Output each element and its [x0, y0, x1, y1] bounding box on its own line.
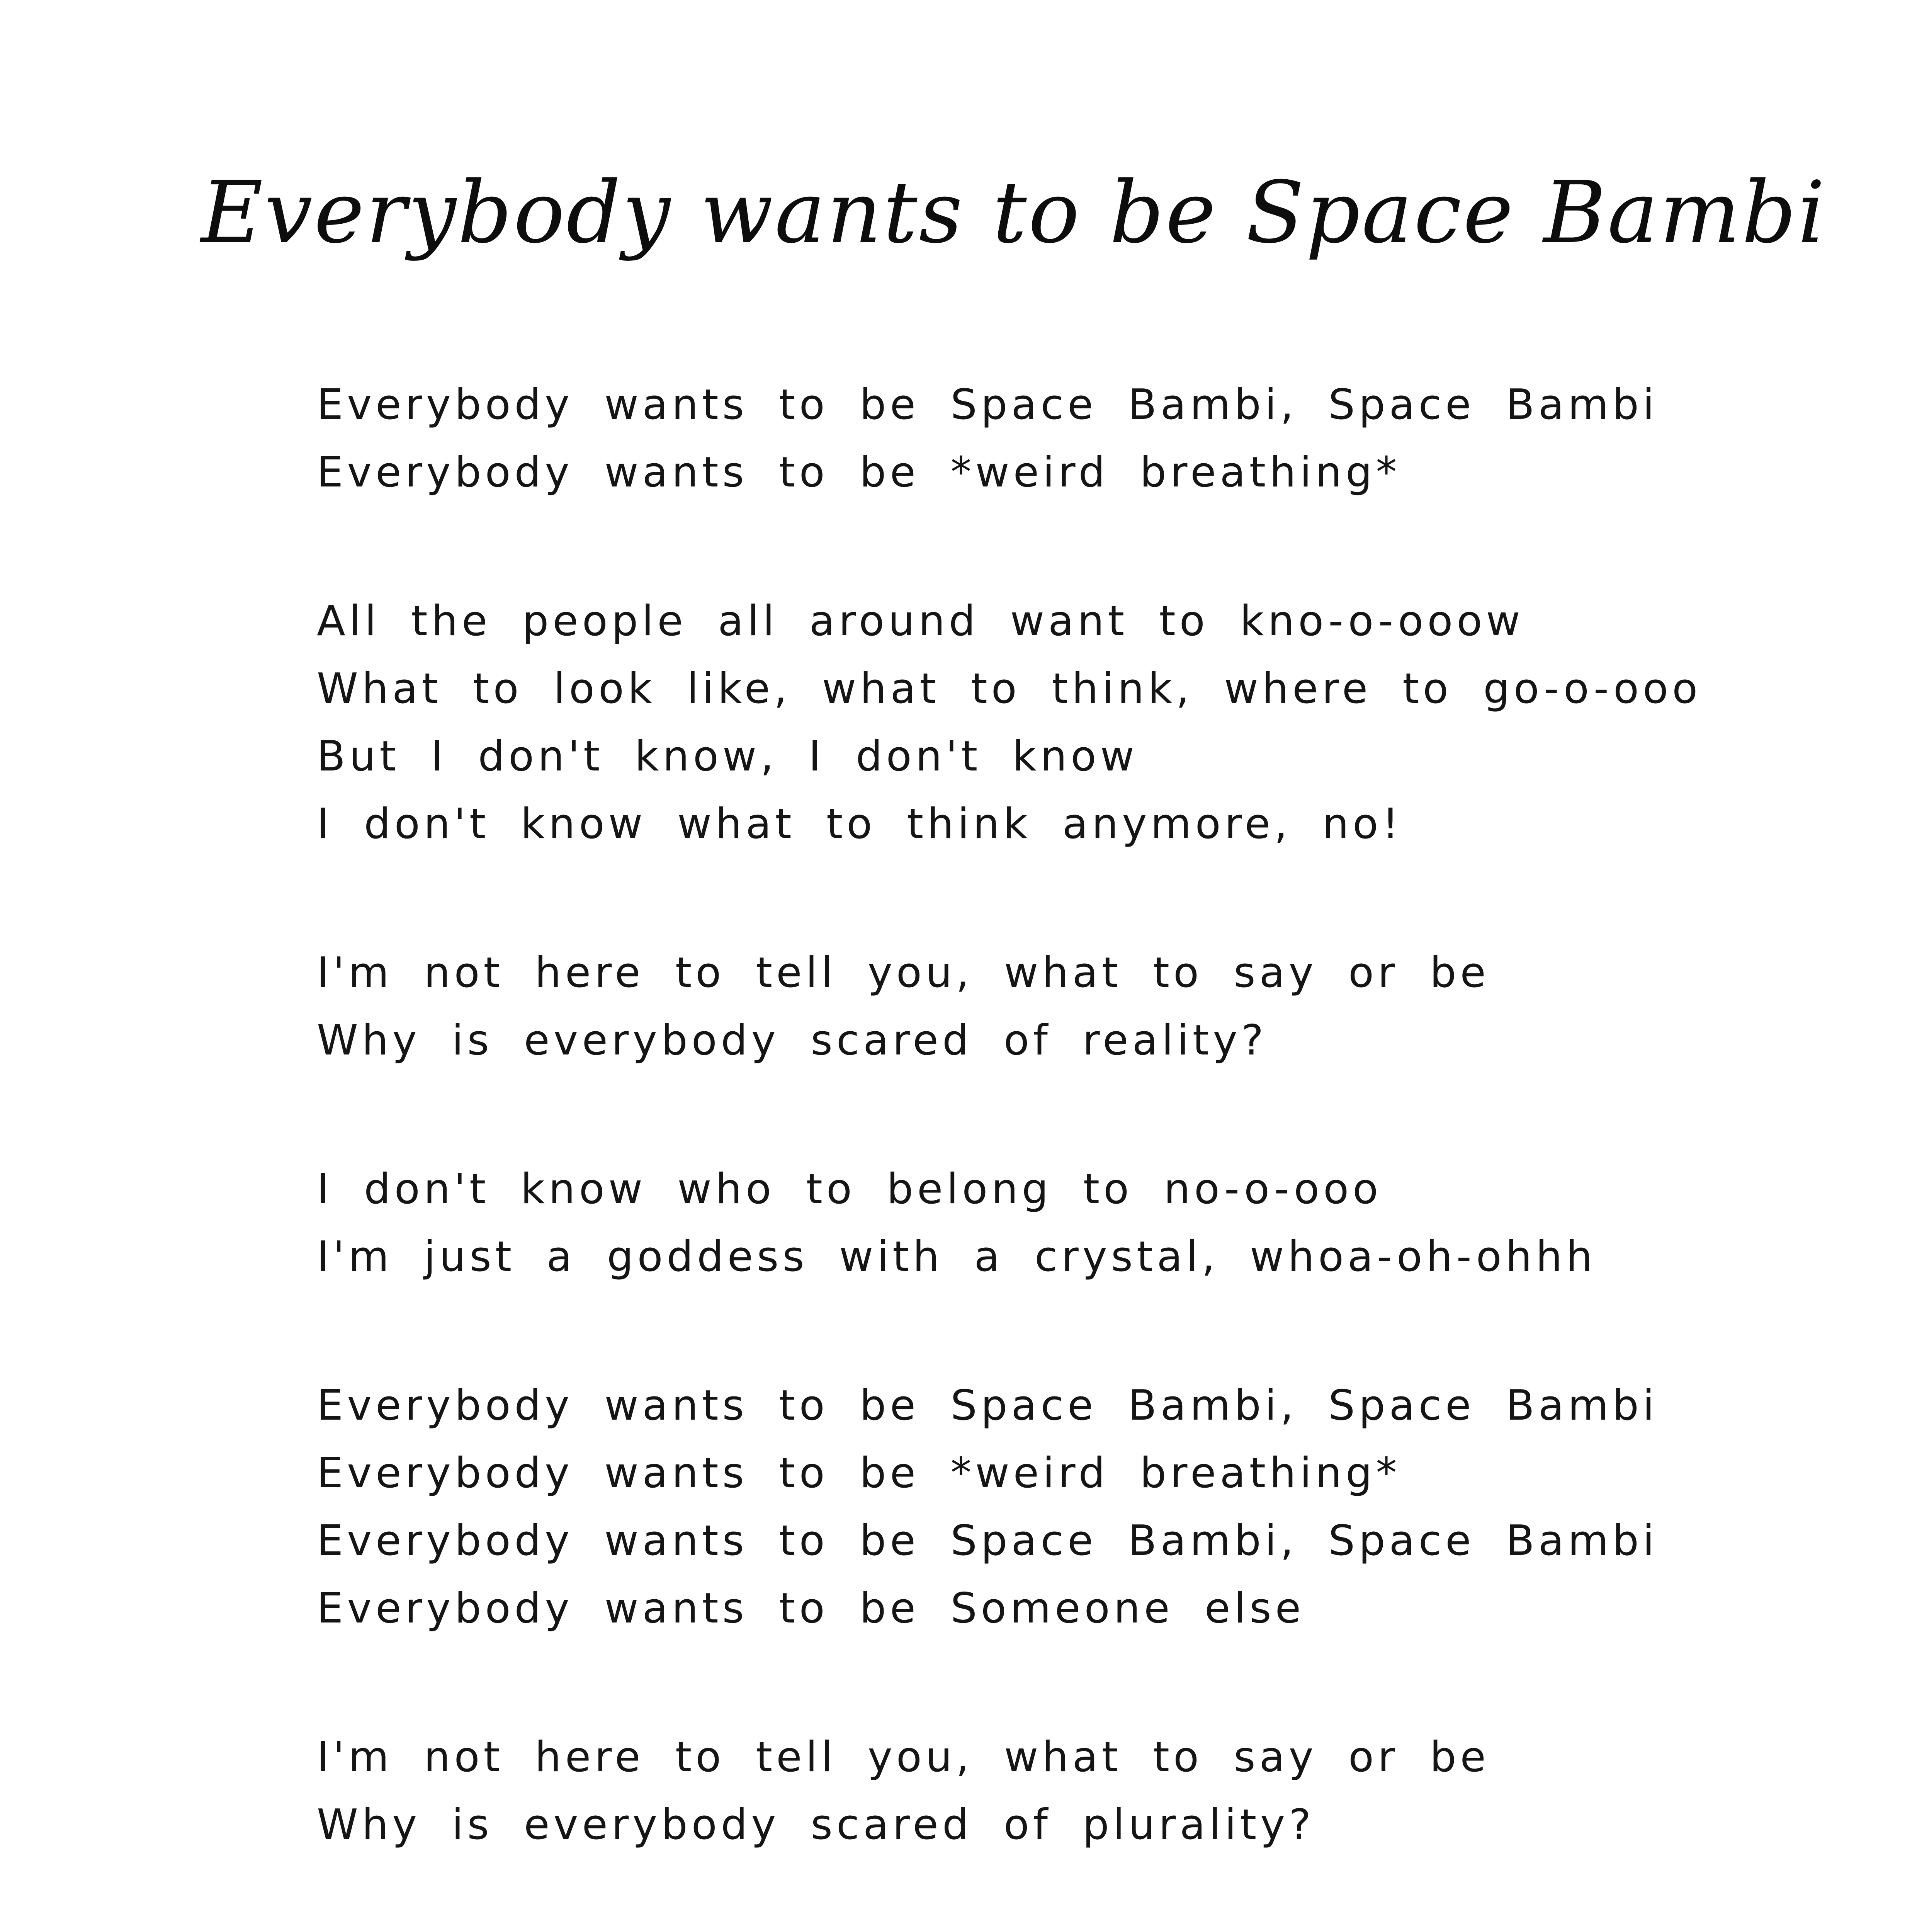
lyric-line: But I don't know, I don't know: [317, 732, 1138, 781]
lyric-line: Everybody wants to be Space Bambi, Space Bambi: [317, 1517, 1658, 1565]
stanza: [317, 1723, 1824, 1859]
lyrics-body: [317, 371, 1824, 1932]
lyric-line: What to look like, what to think, where to go-o-ooo: [317, 665, 1702, 713]
lyric-line: I don't know what to think anymore, no!: [317, 800, 1403, 848]
lyric-line: Everybody wants to be Space Bambi, Space Bambi: [317, 1381, 1658, 1430]
lyric-line: I'm just a goddess with a crystal, whoa-oh-ohhh: [317, 1233, 1597, 1281]
lyric-line: Everybody wants to be *weird breathing*: [317, 448, 1401, 497]
lyric-line: Everybody wants to be Space Bambi, Space Bambi: [317, 381, 1658, 429]
stanza: [317, 371, 1824, 506]
lyric-line: I don't know who to belong to no-o-ooo: [317, 1165, 1382, 1213]
lyric-line: Why is everybody scared of reality?: [317, 1016, 1268, 1065]
lyric-line: I'm not here to tell you, what to say or be: [317, 1733, 1490, 1781]
stanza: [317, 1155, 1824, 1291]
lyric-line: Why is everybody scared of plurality?: [317, 1801, 1315, 1849]
stanza: [317, 1372, 1824, 1642]
lyric-line: Everybody wants to be *weird breathing*: [317, 1449, 1401, 1497]
lyric-line: Everybody wants to be Someone else: [317, 1584, 1305, 1633]
lyric-line: All the people all around want to kno-o-ooow: [317, 597, 1524, 645]
stanza: [317, 939, 1824, 1074]
lyric-line: I'm not here to tell you, what to say or be: [317, 949, 1490, 997]
page-title: Everybody wants to be Space Bambi: [201, 163, 1827, 262]
stanza: [317, 587, 1824, 858]
